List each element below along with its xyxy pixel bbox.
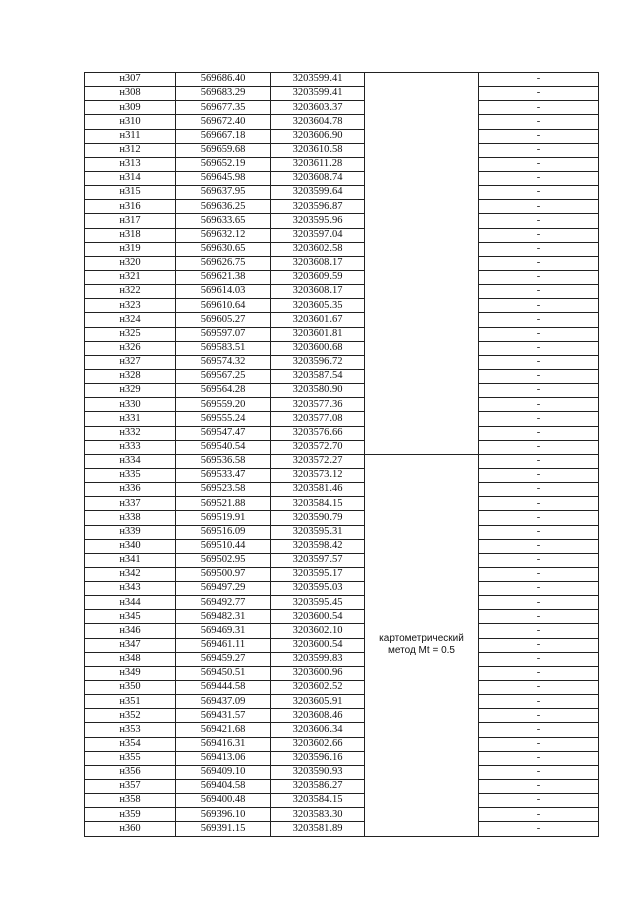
point-id-cell: н355 <box>85 751 176 765</box>
y-coordinate-cell: 3203577.08 <box>271 412 365 426</box>
dash-cell: - <box>479 582 599 596</box>
dash-cell: - <box>479 765 599 779</box>
table-row <box>85 638 599 652</box>
dash-cell: - <box>479 553 599 567</box>
table-row <box>85 270 599 284</box>
x-coordinate-cell: 569610.64 <box>176 299 271 313</box>
y-coordinate-cell: 3203595.45 <box>271 596 365 610</box>
x-coordinate-cell: 569632.12 <box>176 228 271 242</box>
point-id-cell: н322 <box>85 285 176 299</box>
dash-cell: - <box>479 709 599 723</box>
y-coordinate-cell: 3203611.28 <box>271 157 365 171</box>
y-coordinate-cell: 3203572.70 <box>271 440 365 454</box>
x-coordinate-cell: 569437.09 <box>176 695 271 709</box>
y-coordinate-cell: 3203606.34 <box>271 723 365 737</box>
y-coordinate-cell: 3203600.68 <box>271 341 365 355</box>
x-coordinate-cell: 569497.29 <box>176 582 271 596</box>
x-coordinate-cell: 569409.10 <box>176 765 271 779</box>
dash-cell: - <box>479 313 599 327</box>
point-id-cell: н327 <box>85 355 176 369</box>
point-id-cell: н313 <box>85 157 176 171</box>
x-coordinate-cell: 569630.65 <box>176 242 271 256</box>
dash-cell: - <box>479 483 599 497</box>
point-id-cell: н326 <box>85 341 176 355</box>
point-id-cell: н314 <box>85 171 176 185</box>
y-coordinate-cell: 3203599.41 <box>271 73 365 87</box>
point-id-cell: н354 <box>85 737 176 751</box>
point-id-cell: н316 <box>85 200 176 214</box>
x-coordinate-cell: 569492.77 <box>176 596 271 610</box>
dash-cell: - <box>479 355 599 369</box>
dash-cell: - <box>479 624 599 638</box>
y-coordinate-cell: 3203587.54 <box>271 369 365 383</box>
x-coordinate-cell: 569510.44 <box>176 539 271 553</box>
y-coordinate-cell: 3203577.36 <box>271 398 365 412</box>
point-id-cell: н360 <box>85 822 176 836</box>
y-coordinate-cell: 3203599.41 <box>271 87 365 101</box>
table-row <box>85 822 599 836</box>
dash-cell: - <box>479 426 599 440</box>
x-coordinate-cell: 569469.31 <box>176 624 271 638</box>
x-coordinate-cell: 569636.25 <box>176 200 271 214</box>
x-coordinate-cell: 569540.54 <box>176 440 271 454</box>
x-coordinate-cell: 569652.19 <box>176 157 271 171</box>
x-coordinate-cell: 569597.07 <box>176 327 271 341</box>
dash-cell: - <box>479 186 599 200</box>
point-id-cell: н342 <box>85 567 176 581</box>
dash-cell: - <box>479 87 599 101</box>
table-row <box>85 483 599 497</box>
dash-cell: - <box>479 327 599 341</box>
point-id-cell: н310 <box>85 115 176 129</box>
point-id-cell: н309 <box>85 101 176 115</box>
x-coordinate-cell: 569396.10 <box>176 808 271 822</box>
y-coordinate-cell: 3203602.66 <box>271 737 365 751</box>
point-id-cell: н311 <box>85 129 176 143</box>
table-row <box>85 313 599 327</box>
y-coordinate-cell: 3203608.74 <box>271 171 365 185</box>
dash-cell: - <box>479 525 599 539</box>
table-row <box>85 115 599 129</box>
table-row <box>85 73 599 87</box>
x-coordinate-cell: 569583.51 <box>176 341 271 355</box>
x-coordinate-cell: 569605.27 <box>176 313 271 327</box>
point-id-cell: н315 <box>85 186 176 200</box>
dash-cell: - <box>479 242 599 256</box>
point-id-cell: н318 <box>85 228 176 242</box>
x-coordinate-cell: 569500.97 <box>176 567 271 581</box>
y-coordinate-cell: 3203595.17 <box>271 567 365 581</box>
table-row <box>85 681 599 695</box>
x-coordinate-cell: 569677.35 <box>176 101 271 115</box>
table-row <box>85 454 599 468</box>
table-row <box>85 384 599 398</box>
y-coordinate-cell: 3203597.04 <box>271 228 365 242</box>
point-id-cell: н348 <box>85 652 176 666</box>
table-row <box>85 157 599 171</box>
point-id-cell: н352 <box>85 709 176 723</box>
dash-cell: - <box>479 596 599 610</box>
dash-cell: - <box>479 780 599 794</box>
y-coordinate-cell: 3203610.58 <box>271 143 365 157</box>
dash-cell: - <box>479 73 599 87</box>
point-id-cell: н334 <box>85 454 176 468</box>
point-id-cell: н359 <box>85 808 176 822</box>
point-id-cell: н328 <box>85 369 176 383</box>
x-coordinate-cell: 569523.58 <box>176 483 271 497</box>
y-coordinate-cell: 3203596.72 <box>271 355 365 369</box>
y-coordinate-cell: 3203590.93 <box>271 765 365 779</box>
coordinates-table <box>84 72 599 837</box>
x-coordinate-cell: 569519.91 <box>176 511 271 525</box>
y-coordinate-cell: 3203580.90 <box>271 384 365 398</box>
point-id-cell: н349 <box>85 666 176 680</box>
table-row <box>85 723 599 737</box>
y-coordinate-cell: 3203602.10 <box>271 624 365 638</box>
dash-cell: - <box>479 751 599 765</box>
table-row <box>85 171 599 185</box>
dash-cell: - <box>479 270 599 284</box>
table-row <box>85 780 599 794</box>
point-id-cell: н347 <box>85 638 176 652</box>
table-row <box>85 299 599 313</box>
table-row <box>85 87 599 101</box>
table-row <box>85 440 599 454</box>
y-coordinate-cell: 3203601.81 <box>271 327 365 341</box>
x-coordinate-cell: 569482.31 <box>176 610 271 624</box>
table-row <box>85 695 599 709</box>
dash-cell: - <box>479 341 599 355</box>
x-coordinate-cell: 569633.65 <box>176 214 271 228</box>
y-coordinate-cell: 3203609.59 <box>271 270 365 284</box>
y-coordinate-cell: 3203605.35 <box>271 299 365 313</box>
point-id-cell: н324 <box>85 313 176 327</box>
dash-cell: - <box>479 737 599 751</box>
table-row <box>85 553 599 567</box>
dash-cell: - <box>479 723 599 737</box>
method-cell <box>365 454 479 836</box>
x-coordinate-cell: 569574.32 <box>176 355 271 369</box>
method-cell-empty <box>365 73 479 455</box>
x-coordinate-cell: 569547.47 <box>176 426 271 440</box>
table-row <box>85 355 599 369</box>
table-row <box>85 341 599 355</box>
table-row <box>85 369 599 383</box>
table-row <box>85 596 599 610</box>
dash-cell: - <box>479 440 599 454</box>
table-row <box>85 808 599 822</box>
y-coordinate-cell: 3203606.90 <box>271 129 365 143</box>
dash-cell: - <box>479 101 599 115</box>
point-id-cell: н308 <box>85 87 176 101</box>
dash-cell: - <box>479 228 599 242</box>
table-row <box>85 737 599 751</box>
x-coordinate-cell: 569400.48 <box>176 794 271 808</box>
dash-cell: - <box>479 652 599 666</box>
point-id-cell: н357 <box>85 780 176 794</box>
x-coordinate-cell: 569459.27 <box>176 652 271 666</box>
x-coordinate-cell: 569413.06 <box>176 751 271 765</box>
x-coordinate-cell: 569659.68 <box>176 143 271 157</box>
x-coordinate-cell: 569533.47 <box>176 468 271 482</box>
dash-cell: - <box>479 115 599 129</box>
dash-cell: - <box>479 384 599 398</box>
table-row <box>85 751 599 765</box>
method-name-text: картометрический <box>379 632 464 644</box>
x-coordinate-cell: 569686.40 <box>176 73 271 87</box>
x-coordinate-cell: 569461.11 <box>176 638 271 652</box>
x-coordinate-cell: 569645.98 <box>176 171 271 185</box>
table-row <box>85 228 599 242</box>
point-id-cell: н351 <box>85 695 176 709</box>
dash-cell: - <box>479 794 599 808</box>
point-id-cell: н319 <box>85 242 176 256</box>
y-coordinate-cell: 3203581.46 <box>271 483 365 497</box>
dash-cell: - <box>479 681 599 695</box>
y-coordinate-cell: 3203605.91 <box>271 695 365 709</box>
y-coordinate-cell: 3203595.31 <box>271 525 365 539</box>
table-row <box>85 539 599 553</box>
table-row <box>85 582 599 596</box>
x-coordinate-cell: 569621.38 <box>176 270 271 284</box>
table-row <box>85 666 599 680</box>
dash-cell: - <box>479 511 599 525</box>
point-id-cell: н344 <box>85 596 176 610</box>
dash-cell: - <box>479 256 599 270</box>
table-row <box>85 652 599 666</box>
table-row <box>85 511 599 525</box>
x-coordinate-cell: 569555.24 <box>176 412 271 426</box>
dash-cell: - <box>479 171 599 185</box>
dash-cell: - <box>479 299 599 313</box>
x-coordinate-cell: 569516.09 <box>176 525 271 539</box>
point-id-cell: н332 <box>85 426 176 440</box>
y-coordinate-cell: 3203600.54 <box>271 638 365 652</box>
y-coordinate-cell: 3203599.83 <box>271 652 365 666</box>
x-coordinate-cell: 569536.58 <box>176 454 271 468</box>
y-coordinate-cell: 3203600.96 <box>271 666 365 680</box>
point-id-cell: н312 <box>85 143 176 157</box>
point-id-cell: н339 <box>85 525 176 539</box>
point-id-cell: н320 <box>85 256 176 270</box>
dash-cell: - <box>479 129 599 143</box>
dash-cell: - <box>479 412 599 426</box>
point-id-cell: н330 <box>85 398 176 412</box>
dash-cell: - <box>479 200 599 214</box>
dash-cell: - <box>479 808 599 822</box>
dash-cell: - <box>479 822 599 836</box>
point-id-cell: н325 <box>85 327 176 341</box>
x-coordinate-cell: 569404.58 <box>176 780 271 794</box>
point-id-cell: н346 <box>85 624 176 638</box>
dash-cell: - <box>479 285 599 299</box>
dash-cell: - <box>479 369 599 383</box>
coordinates-table-body <box>85 73 599 837</box>
dash-cell: - <box>479 143 599 157</box>
y-coordinate-cell: 3203581.89 <box>271 822 365 836</box>
dash-cell: - <box>479 695 599 709</box>
point-id-cell: н335 <box>85 468 176 482</box>
table-row <box>85 765 599 779</box>
table-row <box>85 567 599 581</box>
method-accuracy-text: метод Mt = 0.5 <box>388 645 455 657</box>
x-coordinate-cell: 569421.68 <box>176 723 271 737</box>
dash-cell: - <box>479 468 599 482</box>
x-coordinate-cell: 569431.57 <box>176 709 271 723</box>
y-coordinate-cell: 3203602.52 <box>271 681 365 695</box>
point-id-cell: н345 <box>85 610 176 624</box>
y-coordinate-cell: 3203595.96 <box>271 214 365 228</box>
y-coordinate-cell: 3203600.54 <box>271 610 365 624</box>
point-id-cell: н358 <box>85 794 176 808</box>
point-id-cell: н356 <box>85 765 176 779</box>
x-coordinate-cell: 569626.75 <box>176 256 271 270</box>
y-coordinate-cell: 3203590.79 <box>271 511 365 525</box>
y-coordinate-cell: 3203596.16 <box>271 751 365 765</box>
table-row <box>85 327 599 341</box>
x-coordinate-cell: 569502.95 <box>176 553 271 567</box>
table-row <box>85 256 599 270</box>
point-id-cell: н340 <box>85 539 176 553</box>
table-row <box>85 186 599 200</box>
point-id-cell: н353 <box>85 723 176 737</box>
x-coordinate-cell: 569683.29 <box>176 87 271 101</box>
point-id-cell: н343 <box>85 582 176 596</box>
table-row <box>85 398 599 412</box>
dash-cell: - <box>479 638 599 652</box>
table-row <box>85 610 599 624</box>
point-id-cell: н323 <box>85 299 176 313</box>
point-id-cell: н350 <box>85 681 176 695</box>
table-row <box>85 468 599 482</box>
point-id-cell: н336 <box>85 483 176 497</box>
y-coordinate-cell: 3203576.66 <box>271 426 365 440</box>
x-coordinate-cell: 569391.15 <box>176 822 271 836</box>
y-coordinate-cell: 3203573.12 <box>271 468 365 482</box>
dash-cell: - <box>479 539 599 553</box>
table-row <box>85 624 599 638</box>
dash-cell: - <box>479 157 599 171</box>
point-id-cell: н317 <box>85 214 176 228</box>
x-coordinate-cell: 569637.95 <box>176 186 271 200</box>
y-coordinate-cell: 3203608.17 <box>271 285 365 299</box>
y-coordinate-cell: 3203598.42 <box>271 539 365 553</box>
dash-cell: - <box>479 666 599 680</box>
point-id-cell: н329 <box>85 384 176 398</box>
dash-cell: - <box>479 398 599 412</box>
x-coordinate-cell: 569564.28 <box>176 384 271 398</box>
point-id-cell: н337 <box>85 497 176 511</box>
point-id-cell: н333 <box>85 440 176 454</box>
dash-cell: - <box>479 214 599 228</box>
x-coordinate-cell: 569667.18 <box>176 129 271 143</box>
x-coordinate-cell: 569559.20 <box>176 398 271 412</box>
y-coordinate-cell: 3203586.27 <box>271 780 365 794</box>
y-coordinate-cell: 3203596.87 <box>271 200 365 214</box>
x-coordinate-cell: 569567.25 <box>176 369 271 383</box>
y-coordinate-cell: 3203572.27 <box>271 454 365 468</box>
dash-cell: - <box>479 567 599 581</box>
x-coordinate-cell: 569672.40 <box>176 115 271 129</box>
dash-cell: - <box>479 497 599 511</box>
x-coordinate-cell: 569416.31 <box>176 737 271 751</box>
y-coordinate-cell: 3203599.64 <box>271 186 365 200</box>
y-coordinate-cell: 3203608.46 <box>271 709 365 723</box>
y-coordinate-cell: 3203603.37 <box>271 101 365 115</box>
table-row <box>85 709 599 723</box>
y-coordinate-cell: 3203597.57 <box>271 553 365 567</box>
point-id-cell: н338 <box>85 511 176 525</box>
y-coordinate-cell: 3203608.17 <box>271 256 365 270</box>
x-coordinate-cell: 569614.03 <box>176 285 271 299</box>
x-coordinate-cell: 569444.58 <box>176 681 271 695</box>
table-row <box>85 214 599 228</box>
table-row <box>85 525 599 539</box>
dash-cell: - <box>479 454 599 468</box>
x-coordinate-cell: 569521.88 <box>176 497 271 511</box>
y-coordinate-cell: 3203602.58 <box>271 242 365 256</box>
y-coordinate-cell: 3203604.78 <box>271 115 365 129</box>
y-coordinate-cell: 3203601.67 <box>271 313 365 327</box>
table-row <box>85 497 599 511</box>
point-id-cell: н341 <box>85 553 176 567</box>
y-coordinate-cell: 3203584.15 <box>271 497 365 511</box>
point-id-cell: н331 <box>85 412 176 426</box>
table-row <box>85 200 599 214</box>
table-row <box>85 412 599 426</box>
point-id-cell: н307 <box>85 73 176 87</box>
y-coordinate-cell: 3203584.15 <box>271 794 365 808</box>
table-row <box>85 426 599 440</box>
point-id-cell: н321 <box>85 270 176 284</box>
table-row <box>85 101 599 115</box>
table-row <box>85 794 599 808</box>
table-row <box>85 242 599 256</box>
y-coordinate-cell: 3203595.03 <box>271 582 365 596</box>
dash-cell: - <box>479 610 599 624</box>
y-coordinate-cell: 3203583.30 <box>271 808 365 822</box>
x-coordinate-cell: 569450.51 <box>176 666 271 680</box>
table-row <box>85 143 599 157</box>
table-row <box>85 129 599 143</box>
table-row <box>85 285 599 299</box>
